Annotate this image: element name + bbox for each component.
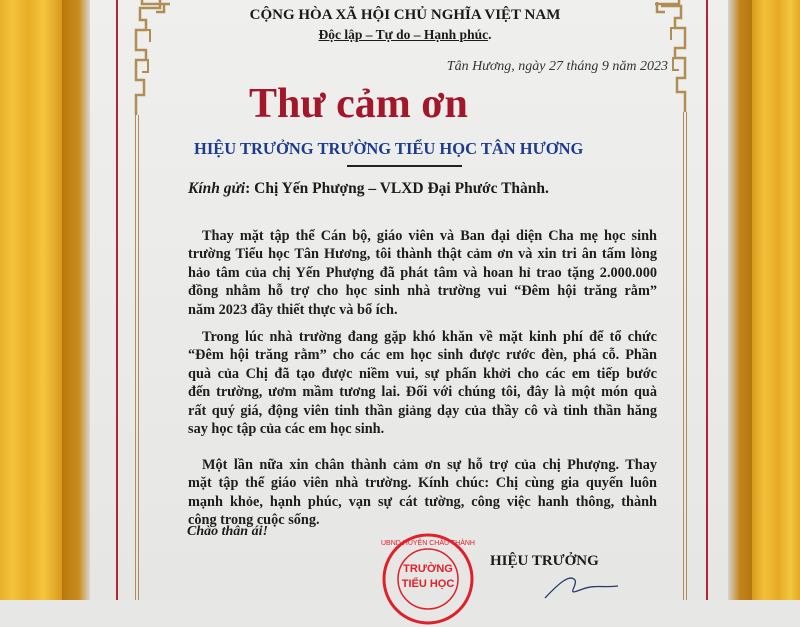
letter-title: Thư cảm ơn [249, 81, 468, 127]
stamp-line-2: TIỂU HỌC [401, 578, 455, 590]
paragraph-2-line: “Đêm hội trăng rằm” cho các em học sinh được rước đèn, phá cỗ. Phần [188, 347, 657, 363]
gold-ornament-line-right [683, 112, 687, 600]
recipient-label: Kính gửi [188, 180, 246, 197]
paragraph-1-line: hảo tâm của chị Yến Phượng đã phát tâm và hoan hỉ trao tặng 2.000.000 [188, 265, 657, 281]
paragraph-1-line: Thay mặt tập thể Cán bộ, giáo viên và Ban đại diện Cha mẹ học sinh [202, 228, 657, 244]
official-stamp [378, 532, 478, 627]
picture-frame-right [752, 0, 800, 600]
paragraph-1-line: trường Tiểu học Tân Hương, tôi thành thật cảm ơn và xin tri ân tấm lòng [188, 246, 657, 262]
motto-text: Độc lập – Tự do – Hạnh phúc [318, 27, 489, 42]
paragraph-2-line: rất quý giá, động viên tinh thần giảng dạy của thầy cô và tinh thần hăng [188, 403, 657, 419]
motto-period: . [488, 27, 492, 42]
recipient-line [188, 180, 549, 198]
sender-heading: HIỆU TRƯỞNG TRƯỜNG TIỂU HỌC TÂN HƯƠNG [194, 139, 584, 158]
paragraph-1-line: đồng nhằm hỗ trợ cho học sinh nhà trường vui “Đêm hội trăng rằm” [188, 283, 657, 299]
paragraph-2-line: say học tập của các em học sinh. [188, 421, 385, 437]
paragraph-3-line: mạnh khỏe, hạnh phúc, vạn sự cát tường, công việc hanh thông, thành [188, 494, 657, 510]
gold-ornament-line-left [135, 115, 139, 600]
paragraph-1-line: năm 2023 đầy thiết thực và bổ ích. [188, 302, 398, 318]
recipient-name: : Chị Yến Phượng – VLXD Đại Phước Thành. [245, 180, 549, 197]
date-line: Tân Hương, ngày 27 tháng 9 năm 2023 [446, 59, 668, 74]
paragraph-2-line: quà của Chị đã tạo được niềm vui, sự phấn khởi cho các em tiếp bước [188, 366, 657, 382]
paragraph-3-line: Một lần nữa xin chân thành cảm ơn sự hỗ trợ của chị Phượng. Thay [202, 457, 657, 473]
signature [540, 572, 620, 600]
red-border-left [116, 0, 118, 600]
stamp-line-1: TRƯỜNG [403, 563, 453, 575]
stamp-ring-text: UBND HUYỆN CHÂU THÀNH [381, 540, 475, 547]
fret-ornament-right [655, 0, 695, 112]
frame-shadow-right [728, 0, 752, 600]
national-motto [150, 27, 660, 43]
paragraph-3-line: mặt tập thể giáo viên nhà trường. Kính chúc: Chị cùng gia quyến luôn [188, 475, 657, 491]
picture-frame-left [0, 0, 62, 600]
heading-divider [347, 165, 462, 167]
paragraph-3-line: công trong cuộc sống. [188, 512, 320, 528]
closing: Chào thân ái! [187, 524, 268, 539]
frame-shadow-left [62, 0, 90, 600]
red-border-right [706, 0, 708, 600]
signature-title: HIỆU TRƯỞNG [490, 553, 599, 569]
paragraph-2-line: Trong lúc nhà trường đang gặp khó khăn về mặt kinh phí để tổ chức [202, 329, 657, 345]
national-header: CỘNG HÒA XÃ HỘI CHỦ NGHĨA VIỆT NAM [249, 7, 561, 23]
paragraph-2-line: đến trường, ươm mầm tương lai. Đối với chúng tôi, đây là một món quà [188, 384, 657, 400]
